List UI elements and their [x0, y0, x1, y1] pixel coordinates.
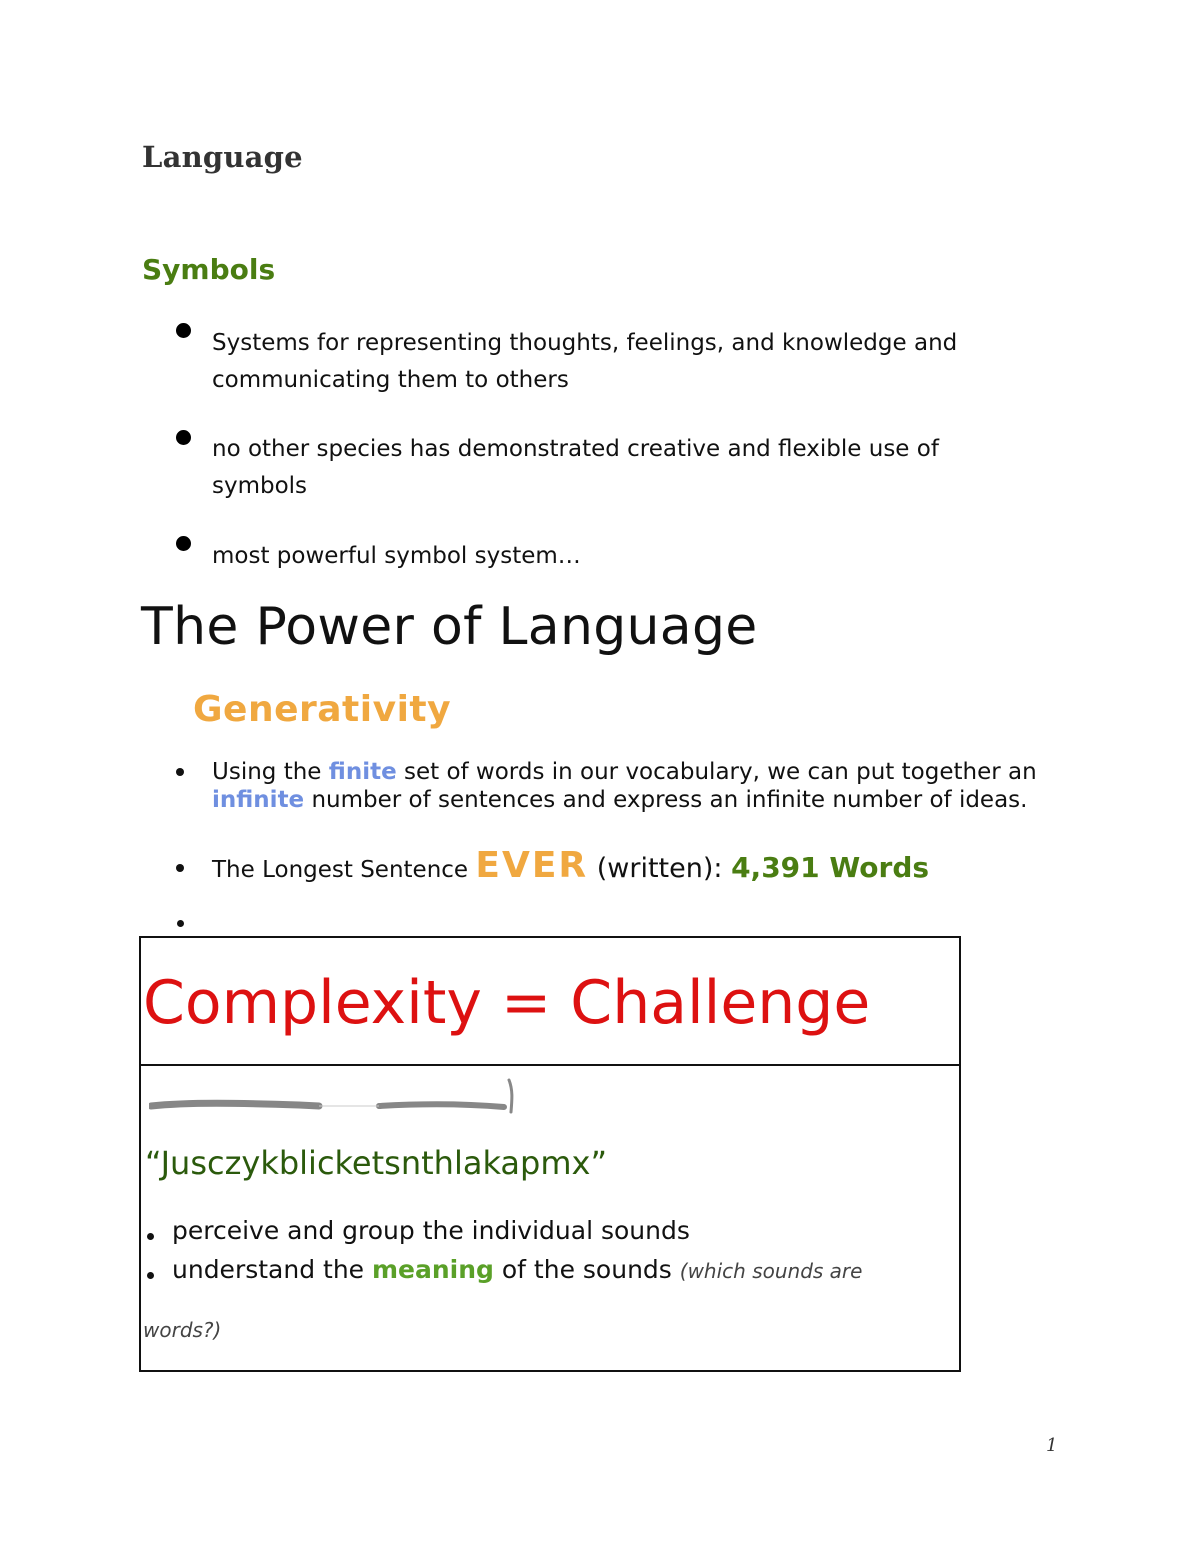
- symbols-heading: Symbols: [142, 253, 276, 286]
- word-count: 4,391 Words: [731, 851, 930, 884]
- meaning-word: meaning: [372, 1255, 494, 1284]
- bullet-dot: [176, 864, 184, 872]
- parenthetical: (which sounds are: [679, 1259, 863, 1283]
- symbols-bullet-2-line1: no other species has demonstrated creative and flexible use of: [212, 436, 939, 462]
- symbols-bullet-3: [212, 538, 1072, 575]
- bullet-dot: [147, 1233, 154, 1240]
- text: (written):: [588, 853, 732, 884]
- generativity-heading: Generativity: [193, 689, 452, 730]
- power-of-language-title: The Power of Language: [141, 597, 758, 657]
- symbols-bullet-3-line1: most powerful symbol system…: [212, 543, 581, 569]
- text: number of sentences and express an infinite number of ideas.: [304, 787, 1028, 813]
- parenthetical-continued: words?): [143, 1318, 222, 1342]
- page-number: 1: [1046, 1435, 1058, 1456]
- generativity-bullet-2: [212, 846, 1092, 890]
- symbols-bullet-1-line2: communicating them to others: [212, 367, 569, 393]
- symbols-bullet-1-line1: Systems for representing thoughts, feelings, and knowledge and: [212, 330, 958, 356]
- brush-stroke-image: [149, 1076, 519, 1126]
- complexity-box: [139, 936, 961, 1372]
- text: of the sounds: [493, 1255, 680, 1284]
- bullet-dot: [176, 536, 191, 551]
- bullet-dot: [147, 1272, 154, 1279]
- bullet-dot: [176, 768, 184, 776]
- symbols-bullet-2-line2: symbols: [212, 473, 308, 499]
- bullet-dot: [176, 430, 191, 445]
- example-word: “Jusczykblicketsnthlakapmx”: [145, 1144, 608, 1182]
- box-divider: [141, 1064, 959, 1066]
- complexity-bullet-2: [172, 1255, 862, 1284]
- empty-bullet-dot: [177, 920, 184, 927]
- complexity-bullet-1: perceive and group the individual sounds: [172, 1216, 690, 1245]
- finite-word: finite: [328, 759, 397, 785]
- text: set of words in our vocabulary, we can put together an: [396, 759, 1037, 785]
- bullet-dot: [176, 323, 191, 338]
- symbols-bullet-1: [212, 325, 1072, 399]
- text: The Longest Sentence: [212, 857, 476, 883]
- complexity-title: Complexity = Challenge: [143, 968, 871, 1038]
- text: understand the: [172, 1255, 372, 1284]
- generativity-bullet-1: [212, 758, 1092, 814]
- text: Using the: [212, 759, 329, 785]
- ever-word: EVER: [475, 845, 589, 886]
- symbols-bullet-2: [212, 431, 1072, 505]
- document-title: Language: [142, 140, 303, 174]
- infinite-word: infinite: [212, 787, 305, 813]
